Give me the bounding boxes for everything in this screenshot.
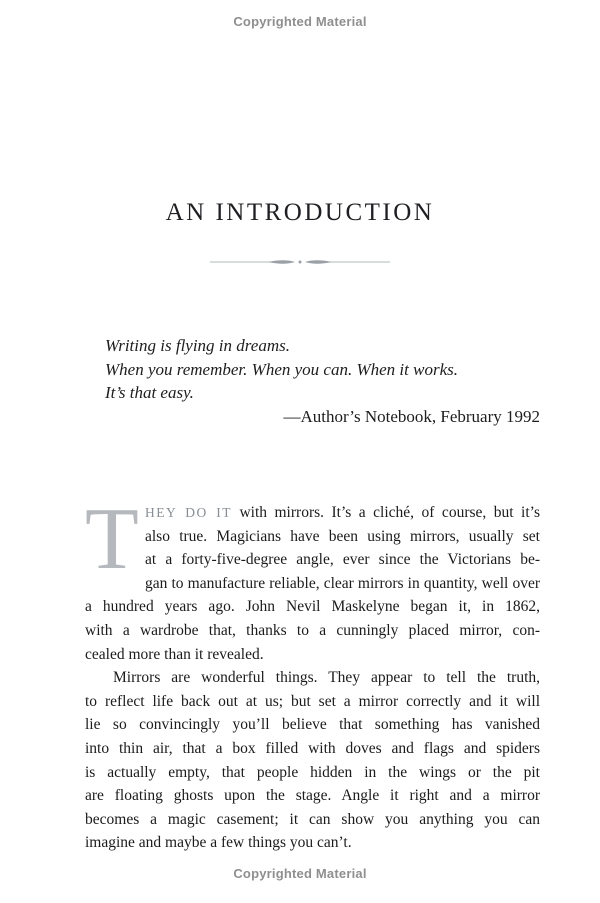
paragraph-2: [85, 666, 540, 855]
body-line-text: with mirrors. It’s a cliché, of course, but it’s: [231, 504, 541, 521]
body-line: lie so convincingly you’ll believe that something has vanished: [85, 716, 540, 734]
chapter-title: AN INTRODUCTION: [165, 199, 435, 226]
body-line: imagine and maybe a few things you can’t.: [85, 834, 352, 852]
body-line: to reflect life back out at us; but set a mirror correctly and it will: [85, 692, 540, 710]
body-line: cealed more than it revealed.: [85, 645, 264, 663]
epigraph-line: Writing is flying in dreams.: [105, 336, 290, 355]
epigraph: [105, 334, 540, 428]
copyright-notice-top: Copyrighted Material: [233, 14, 367, 29]
body-line: is actually empty, that people hidden in the wings or the pit: [85, 763, 540, 781]
epigraph-line: When you remember. When you can. When it works.: [105, 359, 458, 379]
body-line: at a forty-five-degree angle, ever since the Victorians be-: [145, 551, 540, 569]
body-line: into thin air, that a box filled with doves and flags and spiders: [85, 739, 540, 757]
body-line: also true. Magicians have been using mirrors, usually set: [145, 527, 540, 545]
epigraph-attribution: —Author’s Notebook, February 1992: [283, 406, 540, 426]
body-text: [85, 491, 541, 855]
body-line: [85, 501, 540, 525]
divider-ornament: [0, 254, 600, 272]
body-line: gan to manufacture reliable, clear mirrors in quantity, well over: [145, 574, 540, 592]
body-line: Mirrors are wonderful things. They appear to tell the truth,: [113, 669, 540, 687]
copyright-notice-bottom: Copyrighted Material: [233, 866, 367, 881]
lead-small-caps: HEY DO IT: [145, 505, 232, 520]
body-line: are floating ghosts upon the stage. Angle it right and a mirror: [85, 787, 540, 805]
body-line: becomes a magic casement; it can show you anything you can: [85, 810, 540, 828]
body-line: with a wardrobe that, thanks to a cunningly placed mirror, con-: [85, 621, 540, 639]
drop-cap: T: [85, 491, 139, 588]
epigraph-line: It’s that easy.: [105, 383, 194, 402]
divider-ornament-icon: [210, 257, 390, 267]
body-line: a hundred years ago. John Nevil Maskelyne began it, in 1862,: [85, 598, 540, 616]
paragraph-1: [85, 491, 541, 666]
